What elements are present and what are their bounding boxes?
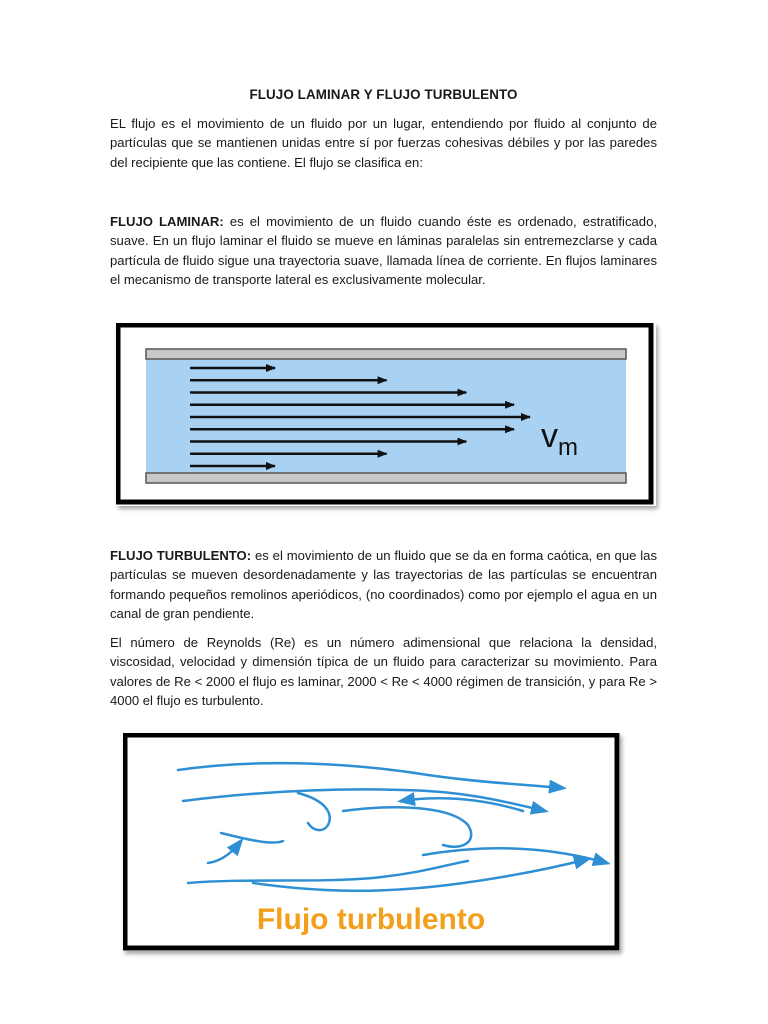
laminar-flow-diagram [116,323,656,506]
document-page [110,86,658,708]
turbulent-heading: FLUJO TURBULENTO: [110,548,252,563]
laminar-paragraph [110,212,657,289]
turbulent-flow-figure [123,733,620,951]
reynolds-paragraph: El número de Reynolds (Re) es un número adimensional que relaciona la densidad, viscosidad, velocidad y dimensión típica de un fluido para caracterizar su movimiento. Para valores de Re < 2000 el flujo es laminar, 2000 < Re < 4000 régimen de transición, y para Re > 4000 el flujo es turbulento. [110,635,657,708]
turbulent-text: es el movimiento de un fluido que se da en forma caótica, en que las partículas se mueven desordenadamente y las trayectorias de las partículas se encuentran formando pequeños remolinos aperiódicos, (no coordinados) como por ejemplo el agua en un canal de gran pendiente. [110,548,658,621]
turbulent-paragraph [110,546,657,623]
pipe-wall-bottom [146,473,626,483]
turbulent-flow-diagram [123,733,620,951]
laminar-text: es el movimiento de un fluido cuando éste es ordenado, estratificado, suave. En un flujo laminar el fluido se mueve en láminas paralelas sin entremezclarse y cada partícula de fluido sigue una trayectoria suave, llamada línea de corriente. En flujos laminares el mecanismo de transporte lateral es exclusivamente molecular. [110,214,657,287]
velocity-label-subscript: m [558,434,578,461]
intro-paragraph: EL flujo es el movimiento de un fluido por un lugar, entendiendo por fluido al conjunto de partículas que se mantienen unidas entre sí por fuerzas cohesivas débiles y por las paredes del recipiente que las contiene. El flujo se clasifica en: [110,116,657,170]
velocity-label-main: v [541,417,558,455]
laminar-heading: FLUJO LAMINAR: [110,214,224,229]
laminar-flow-figure [116,323,656,506]
pipe-wall-top [146,349,626,359]
turbulent-caption: Flujo turbulento [256,903,486,936]
document-title: FLUJO LAMINAR Y FLUJO TURBULENTO [249,87,518,102]
